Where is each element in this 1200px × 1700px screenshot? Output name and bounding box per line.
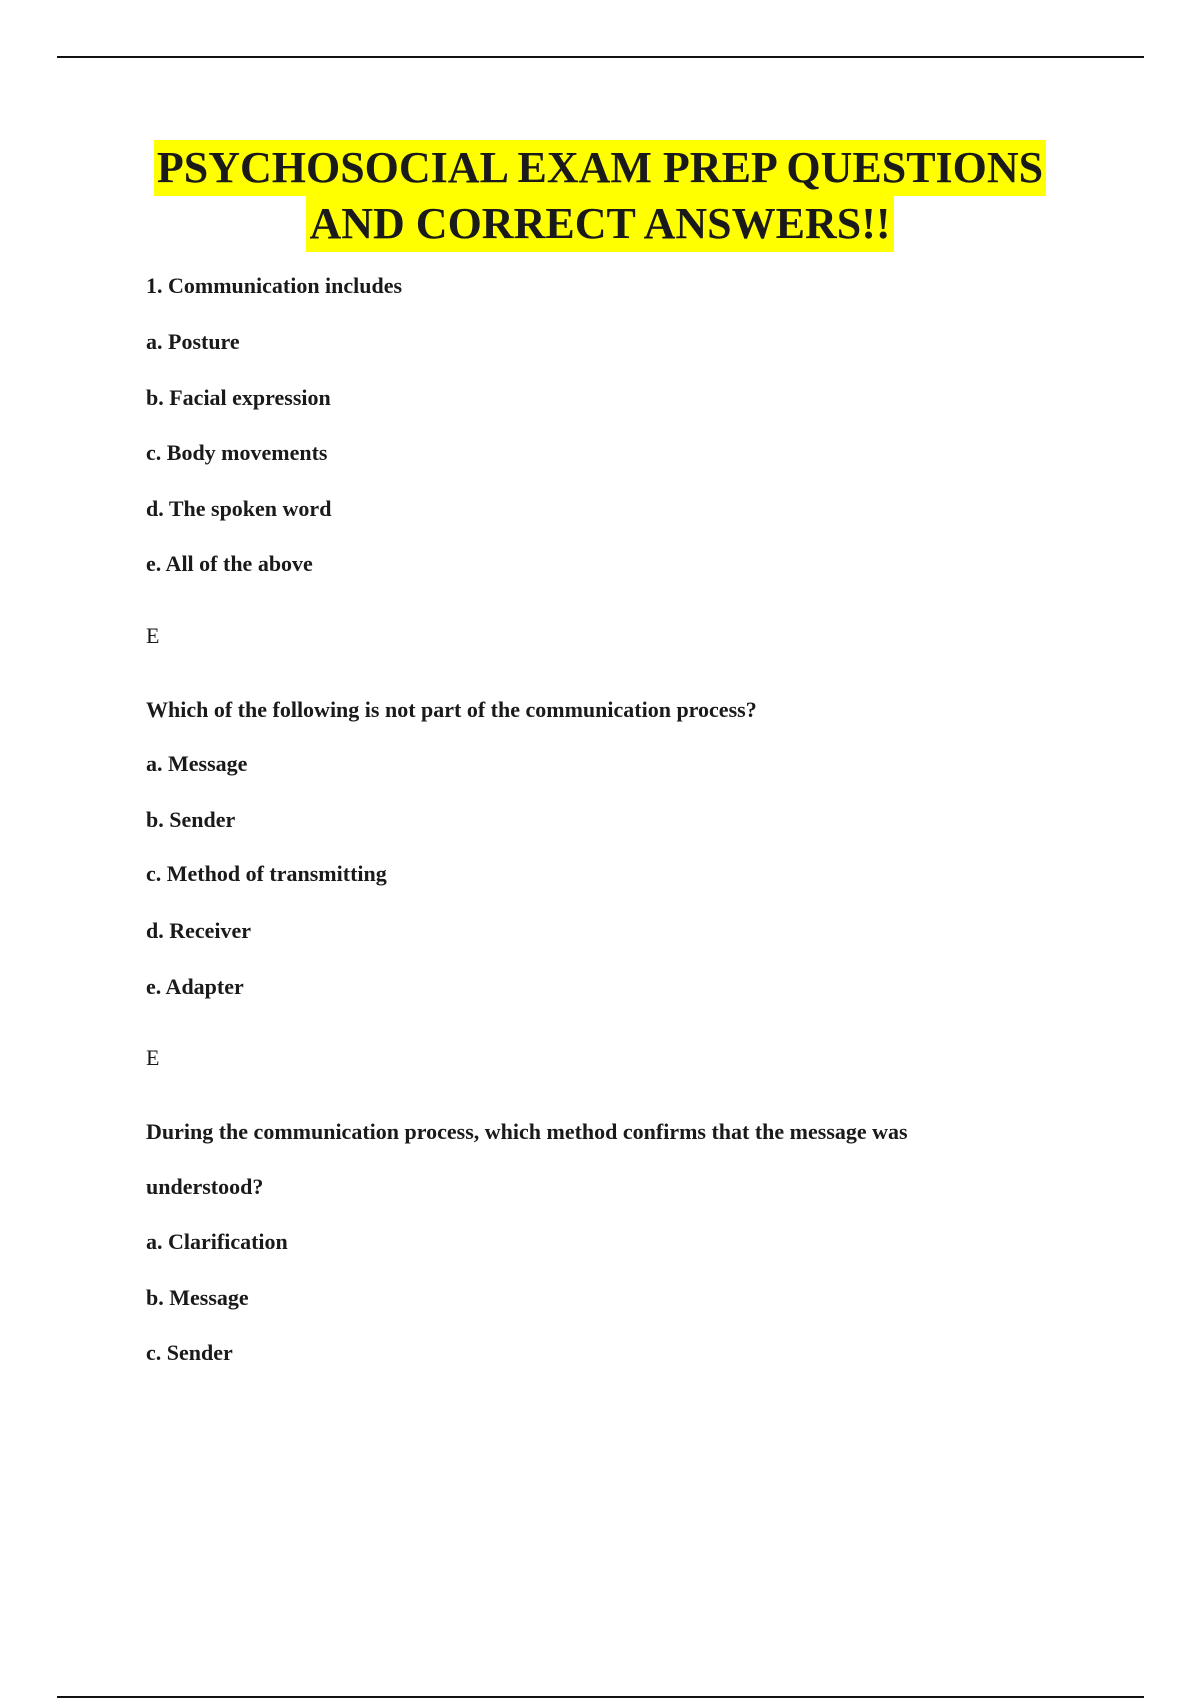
question-1-option-a: a. Posture	[146, 329, 240, 354]
question-2-option-e: e. Adapter	[146, 974, 244, 999]
question-2-option-c: c. Method of transmitting	[146, 861, 387, 886]
question-2-option-d: d. Receiver	[146, 918, 252, 943]
question-3-option-b: b. Message	[146, 1285, 249, 1310]
question-1-option-d: d. The spoken word	[146, 496, 332, 521]
question-2-prompt: Which of the following is not part of the communication process?	[146, 697, 757, 722]
document-title	[0, 140, 1200, 252]
header-rule	[57, 56, 1144, 58]
question-3-option-a: a. Clarification	[146, 1229, 288, 1254]
question-3-prompt-line-2: understood?	[146, 1174, 264, 1199]
question-2-option-a: a. Message	[146, 751, 248, 776]
question-3-prompt-line-1: During the communication process, which method confirms that the message was	[146, 1119, 908, 1144]
title-line-2: AND CORRECT ANSWERS!!	[306, 196, 893, 252]
question-2-answer: E	[146, 1045, 160, 1070]
question-2-option-b: b. Sender	[146, 807, 236, 832]
question-1-answer: E	[146, 623, 160, 648]
question-1-prompt: 1. Communication includes	[146, 273, 403, 298]
question-3-option-c: c. Sender	[146, 1340, 233, 1365]
footer-rule	[57, 1696, 1144, 1698]
title-line-1: PSYCHOSOCIAL EXAM PREP QUESTIONS	[154, 140, 1046, 196]
question-1-option-c: c. Body movements	[146, 440, 328, 465]
question-1-option-b: b. Facial expression	[146, 385, 331, 410]
question-1-option-e: e. All of the above	[146, 551, 313, 576]
